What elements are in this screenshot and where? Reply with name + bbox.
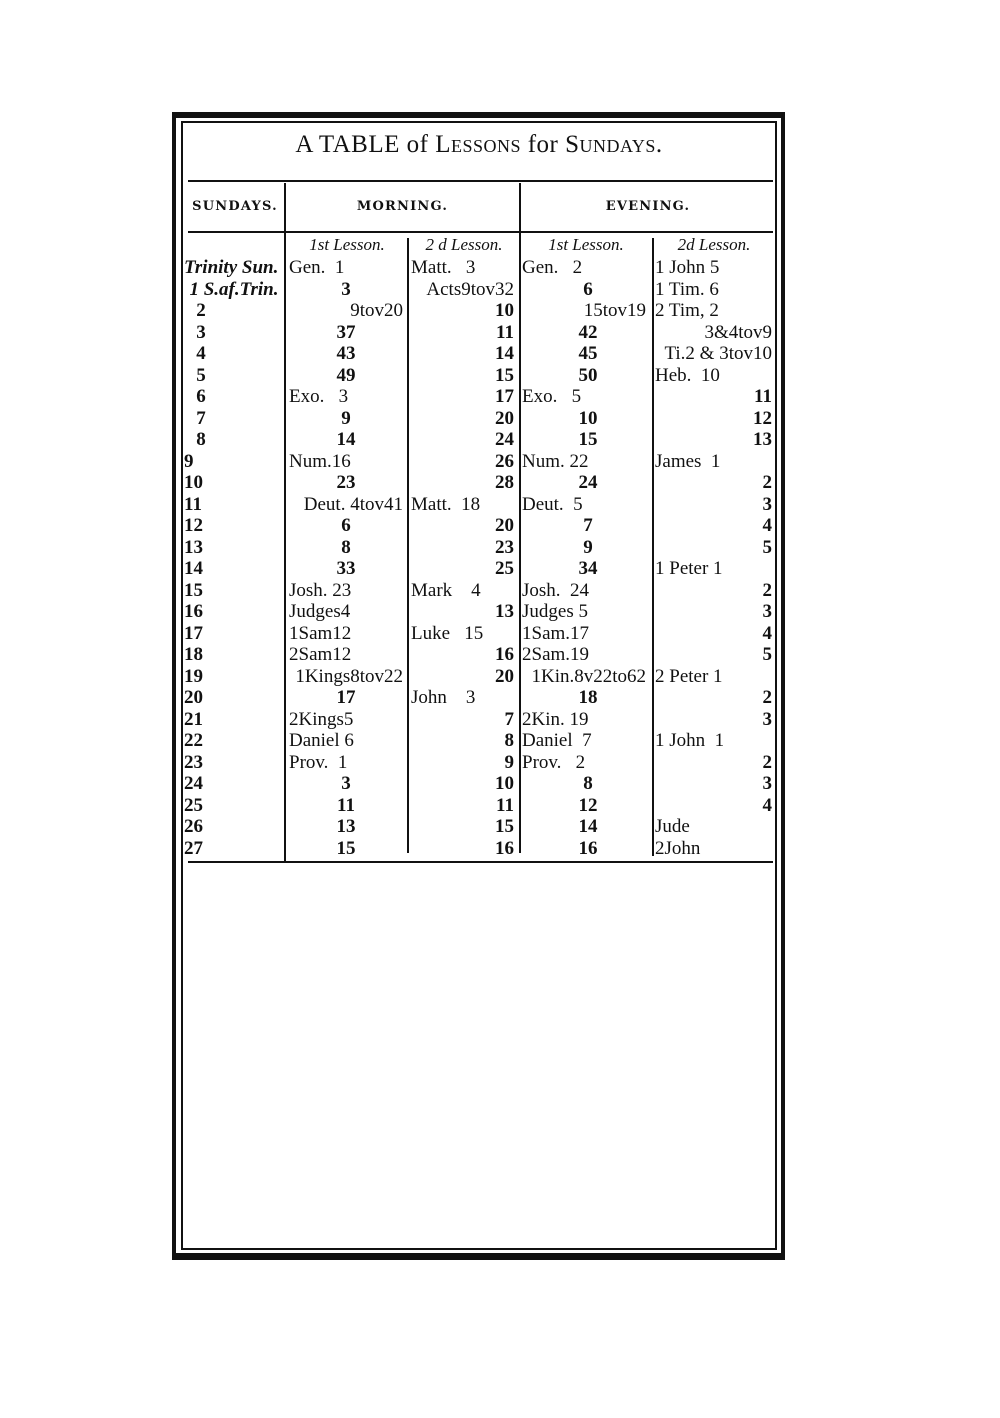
cell-e2-row-12: 3 [762,493,772,515]
cell-e2-row-25: 3 [762,773,772,794]
cell-e1-row-22: 2Kin. 19 [522,708,589,730]
cell-e2-row-1: 1 John 5 [655,257,720,278]
cell-e2-row-3: 2 Tim, 2 [655,300,719,321]
cell-e2-row-6: Heb. 10 [655,364,720,386]
cell-m2-row-1: Matt. 3 [411,257,476,278]
cell-m1-row-17: Judges4 [289,601,351,622]
cell-m1-row-26: 11 [337,794,355,816]
cell-m1-row-14: 8 [341,536,351,558]
cell-sunday-row-18: 17 [184,622,203,644]
cell-sunday-row-15: 14 [184,558,203,579]
cell-m1-row-22: 2Kings5 [289,708,354,730]
vline-morning-evening [519,183,521,853]
cell-e2-row-18: 4 [762,622,772,644]
cell-m2-row-12: Matt. 18 [411,493,481,515]
cell-e2-row-5: Ti.2 & 3tov10 [664,343,772,364]
title-suffix: . [655,131,663,158]
cell-m1-row-24: Prov. 1 [289,751,348,773]
subheader-evening-first: 1st Lesson. [548,235,624,254]
header-evening: EVENING. [605,199,691,214]
cell-m2-row-2: Acts9tov32 [426,278,514,300]
cell-e1-row-20: 1Kin.8v22to62 [531,665,646,687]
cell-sunday-row-23: 22 [184,730,203,751]
cell-e2-row-22: 3 [762,708,772,730]
cell-m1-row-1: Gen. 1 [289,257,345,278]
rule-under-title [188,180,773,182]
cell-m2-row-9: 24 [495,429,514,450]
cell-m2-row-28: 16 [495,837,514,859]
cell-m1-row-13: 6 [341,515,351,536]
cell-sunday-row-1: Trinity Sun. [184,257,279,278]
cell-m2-row-20: 20 [495,665,514,687]
cell-m2-row-23: 8 [504,730,514,751]
cell-e1-row-4: 42 [578,321,598,343]
cell-sunday-row-20: 19 [184,665,203,687]
cell-sunday-row-5: 4 [196,343,206,364]
cell-e1-row-9: 15 [578,429,598,450]
cell-m2-row-3: 10 [495,300,514,321]
cell-m1-row-4: 37 [336,321,356,343]
cell-m1-row-18: 1Sam12 [289,622,352,644]
cell-e1-row-8: 10 [578,407,598,429]
cell-sunday-row-28: 27 [184,837,203,859]
cell-sunday-row-17: 16 [184,601,203,622]
cell-m2-row-22: 7 [504,708,514,730]
cell-e1-row-21: 18 [578,687,598,708]
cell-m2-row-13: 20 [495,515,514,536]
cell-e1-row-7: Exo. 5 [522,386,582,407]
vline-sundays [284,183,286,861]
cell-sunday-row-16: 15 [184,579,203,601]
cell-m1-row-16: Josh. 23 [289,579,352,601]
cell-e2-row-13: 4 [762,515,772,536]
cell-e2-row-26: 4 [762,794,772,816]
cell-sunday-row-2: 1 S.af.Trin. [189,278,279,300]
cell-m2-row-15: 25 [495,558,514,579]
page-title [181,131,777,159]
cell-m2-row-21: John 3 [411,687,476,708]
cell-sunday-row-3: 2 [196,300,206,321]
cell-sunday-row-24: 23 [184,751,203,773]
title-mid: for [520,131,566,158]
cell-e1-row-14: 9 [583,536,593,558]
cell-e1-row-10: Num. 22 [522,450,589,472]
cell-e1-row-13: 7 [583,515,593,536]
cell-m1-row-2: 3 [341,278,351,300]
cell-m1-row-12: Deut. 4tov41 [303,493,403,515]
cell-m2-row-11: 28 [495,472,514,493]
cell-m1-row-28: 15 [336,837,356,859]
cell-sunday-row-13: 12 [184,515,203,536]
cell-m1-row-8: 9 [341,407,351,429]
header-sundays: SUNDAYS. [192,199,278,214]
cell-e1-row-25: 8 [583,773,593,794]
cell-sunday-row-12: 11 [184,493,202,515]
subheader-evening-second: 2d Lesson. [677,235,751,254]
cell-e2-row-4: 3&4tov9 [704,321,772,343]
cell-sunday-row-14: 13 [184,536,203,558]
cell-sunday-row-6: 5 [196,364,206,386]
cell-e2-row-10: James 1 [655,450,721,472]
cell-e2-row-9: 13 [753,429,772,450]
cell-sunday-row-22: 21 [184,708,203,730]
cell-m1-row-7: Exo. 3 [289,386,349,407]
cell-sunday-row-19: 18 [184,644,203,665]
cell-e1-row-2: 6 [583,278,593,300]
cell-sunday-row-21: 20 [184,687,203,708]
cell-m2-row-6: 15 [495,364,514,386]
rule-table-bottom [188,861,773,863]
subheader-morning-second: 2 d Lesson. [425,235,503,254]
cell-e2-row-27: Jude [655,816,690,837]
cell-m2-row-18: Luke 15 [411,622,484,644]
cell-m2-row-10: 26 [495,450,514,472]
cell-e2-row-21: 2 [762,687,772,708]
cell-sunday-row-4: 3 [196,321,206,343]
cell-m2-row-27: 15 [495,816,514,837]
cell-sunday-row-26: 25 [184,794,203,816]
cell-m2-row-24: 9 [504,751,514,773]
rule-under-headers [188,231,773,233]
cell-m2-row-14: 23 [495,536,514,558]
cell-e1-row-18: 1Sam.17 [522,622,590,644]
cell-m2-row-25: 10 [495,773,514,794]
header-morning: MORNING. [356,199,449,214]
cell-e2-row-15: 1 Peter 1 [655,558,723,579]
cell-m1-row-11: 23 [336,472,356,493]
cell-e1-row-1: Gen. 2 [522,257,583,278]
cell-e1-row-11: 24 [578,472,598,493]
cell-e1-row-23: Daniel 7 [522,730,592,751]
cell-e2-row-20: 2 Peter 1 [655,665,723,687]
cell-e1-row-15: 34 [578,558,598,579]
cell-e2-row-19: 5 [762,644,772,665]
title-word-sundays: Sundays [565,131,656,158]
cell-sunday-row-25: 24 [184,773,203,794]
cell-e2-row-24: 2 [762,751,772,773]
cell-m1-row-15: 33 [336,558,356,579]
cell-m1-row-25: 3 [341,773,351,794]
cell-m1-row-27: 13 [336,816,356,837]
cell-e2-row-23: 1 John 1 [655,730,725,751]
cell-e1-row-26: 12 [578,794,598,816]
cell-sunday-row-8: 7 [196,407,206,429]
cell-m1-row-9: 14 [336,429,356,450]
cell-m2-row-17: 13 [495,601,514,622]
cell-e2-row-16: 2 [762,579,772,601]
cell-m2-row-8: 20 [495,407,514,429]
subheader-morning-first: 1st Lesson. [309,235,385,254]
cell-e2-row-2: 1 Tim. 6 [655,278,719,300]
cell-m2-row-26: 11 [496,794,514,816]
cell-e2-row-14: 5 [762,536,772,558]
cell-sunday-row-7: 6 [196,386,206,407]
cell-e2-row-7: 11 [754,386,772,407]
cell-e1-row-3: 15tov19 [583,300,646,321]
cell-m2-row-16: Mark 4 [411,579,481,601]
cell-m1-row-6: 49 [336,364,356,386]
cell-sunday-row-9: 8 [196,429,206,450]
title-word-lessons: Lessons [435,131,521,158]
cell-m1-row-23: Daniel 6 [289,730,354,751]
cell-e2-row-28: 2John [655,837,701,859]
cell-m1-row-21: 17 [336,687,356,708]
cell-e1-row-19: 2Sam.19 [522,644,590,665]
cell-sunday-row-10: 9 [184,450,194,472]
cell-m2-row-19: 16 [495,644,514,665]
cell-e1-row-27: 14 [578,816,598,837]
cell-m1-row-3: 9tov20 [350,300,403,321]
cell-m1-row-5: 43 [336,343,356,364]
cell-m2-row-5: 14 [495,343,514,364]
cell-sunday-row-27: 26 [184,816,203,837]
cell-e1-row-6: 50 [578,364,598,386]
vline-evening-mid [652,238,654,856]
cell-m1-row-10: Num.16 [289,450,351,472]
cell-sunday-row-11: 10 [184,472,203,493]
cell-e1-row-12: Deut. 5 [522,493,583,515]
cell-m1-row-20: 1Kings8tov22 [295,665,403,687]
cell-m2-row-7: 17 [495,386,514,407]
cell-e1-row-5: 45 [578,343,598,364]
cell-e1-row-28: 16 [578,837,598,859]
cell-m2-row-4: 11 [496,321,514,343]
cell-e1-row-17: Judges 5 [522,601,588,622]
title-prefix: A TABLE of [295,131,436,158]
cell-e2-row-8: 12 [753,407,772,429]
vline-morning-mid [407,238,409,853]
cell-e1-row-16: Josh. 24 [522,579,590,601]
cell-e1-row-24: Prov. 2 [522,751,586,773]
cell-e2-row-11: 2 [762,472,772,493]
cell-e2-row-17: 3 [762,601,772,622]
cell-m1-row-19: 2Sam12 [289,644,352,665]
